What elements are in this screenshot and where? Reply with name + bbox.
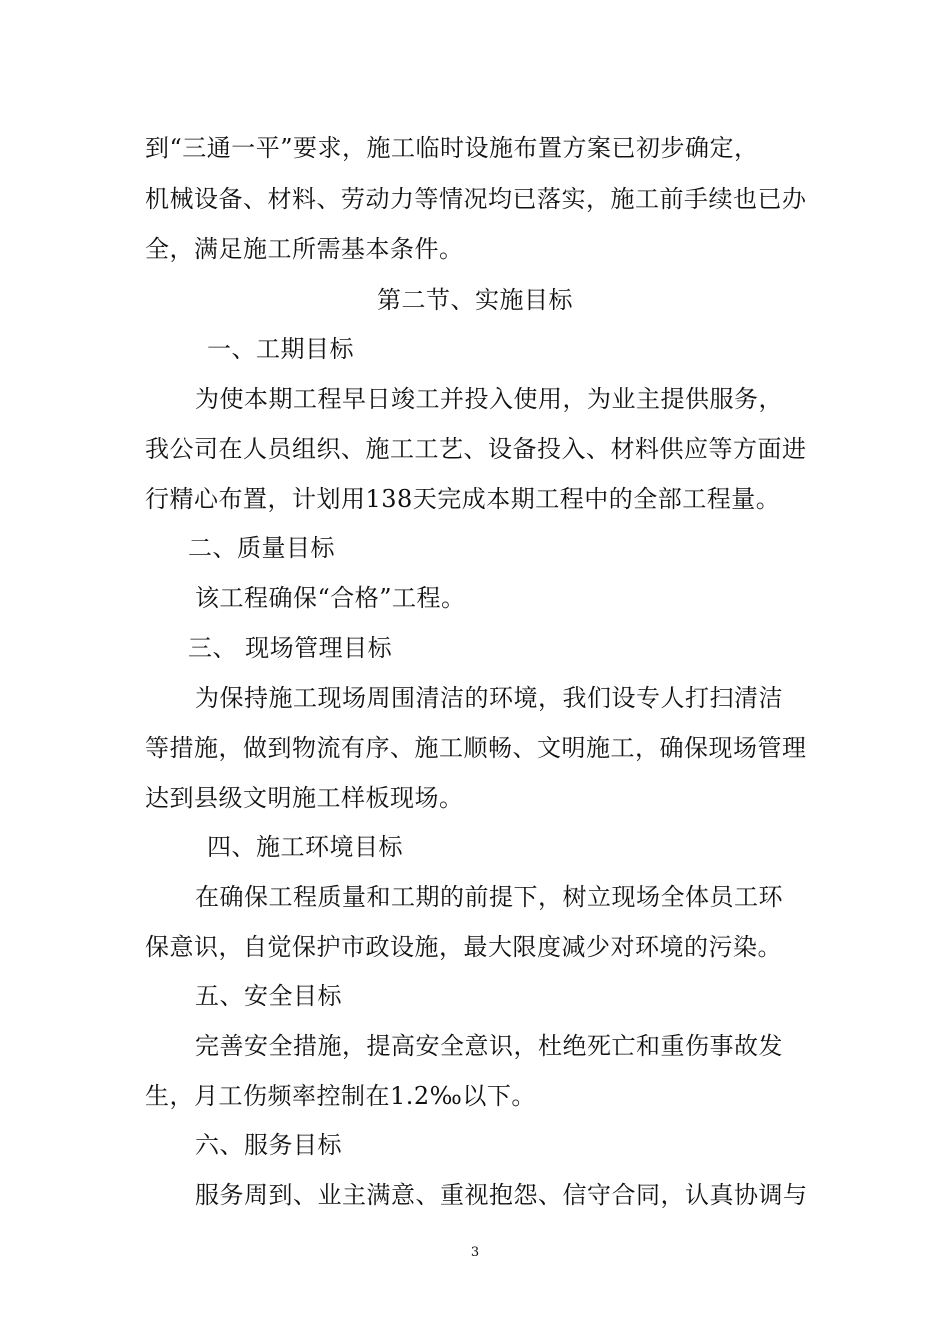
paragraph-line: 生，月工伤频率控制在1.2‰以下。 xyxy=(145,1082,536,1110)
subheading-environment: 四、施工环境目标 xyxy=(207,833,403,861)
subheading-safety: 五、安全目标 xyxy=(195,982,342,1010)
paragraph-line: 到“三通一平”要求，施工临时设施布置方案已初步确定， xyxy=(145,134,759,162)
subheading-quality: 二、质量目标 xyxy=(188,534,335,562)
section-heading: 第二节、实施目标 xyxy=(377,286,573,314)
page-number: 3 xyxy=(470,1245,480,1260)
subheading-site-management: 三、 现场管理目标 xyxy=(188,634,393,662)
subheading-schedule: 一、工期目标 xyxy=(207,335,354,363)
paragraph-line: 全，满足施工所需基本条件。 xyxy=(145,235,464,263)
paragraph-line: 在确保工程质量和工期的前提下，树立现场全体员工环 xyxy=(195,883,783,911)
paragraph-line: 行精心布置，计划用138天完成本期工程中的全部工程量。 xyxy=(145,485,781,513)
paragraph-line: 保意识，自觉保护市政设施，最大限度减少对环境的污染。 xyxy=(145,933,782,961)
paragraph-line: 我公司在人员组织、施工工艺、设备投入、材料供应等方面进 xyxy=(145,435,807,463)
paragraph-line: 该工程确保“合格”工程。 xyxy=(195,584,466,612)
paragraph-line: 达到县级文明施工样板现场。 xyxy=(145,784,464,812)
paragraph-line: 为使本期工程早日竣工并投入使用，为业主提供服务， xyxy=(195,385,783,413)
paragraph-line: 服务周到、业主满意、重视抱怨、信守合同，认真协调与 xyxy=(195,1181,808,1209)
subheading-service: 六、服务目标 xyxy=(195,1131,342,1159)
paragraph-line: 为保持施工现场周围清洁的环境，我们设专人打扫清洁 xyxy=(195,684,783,712)
paragraph-line: 完善安全措施，提高安全意识，杜绝死亡和重伤事故发 xyxy=(195,1032,783,1060)
paragraph-line: 等措施，做到物流有序、施工顺畅、文明施工，确保现场管理 xyxy=(145,734,807,762)
paragraph-line: 机械设备、材料、劳动力等情况均已落实，施工前手续也已办 xyxy=(145,185,807,213)
